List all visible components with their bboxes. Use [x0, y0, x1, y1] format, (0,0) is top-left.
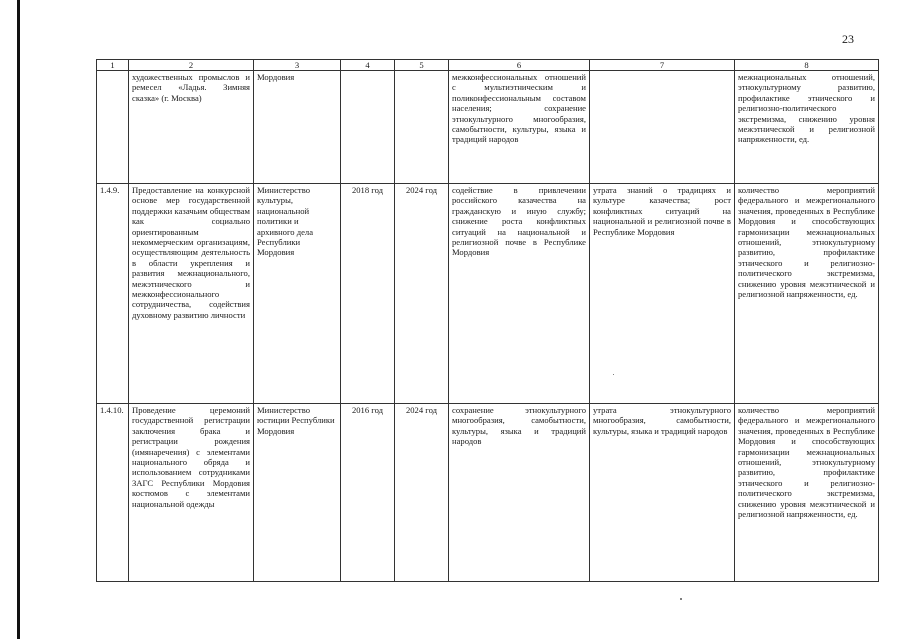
event-number-cell: [97, 71, 129, 184]
column-header: 3: [254, 60, 341, 71]
scan-speck: [613, 374, 614, 375]
non-implementation-consequences-cell: [590, 71, 735, 184]
executor-cell: Министерство культуры, национальной политики и архивного дела Республики Мордовия: [254, 184, 341, 404]
event-description-cell: художественных промыслов и ремесел «Ладья. Зимняя сказка» (г. Москва): [129, 71, 254, 184]
end-year-cell: [395, 71, 449, 184]
executor-cell: Мордовия: [254, 71, 341, 184]
event-number-cell: 1.4.10.: [97, 404, 129, 582]
expected-result-cell: межконфессиональных отношений с мультиэтническим и поликонфессиональным составом населения; сохранение этнокультурного многообразия, самобытности, культуры, языка и традиций народов: [449, 71, 590, 184]
start-year-cell: 2018 год: [341, 184, 395, 404]
non-implementation-consequences-cell: утрата знаний о традициях и культуре казачества; рост конфликтных ситуаций на национальной и религиозной почве в Республике Мордовия: [590, 184, 735, 404]
expected-result-cell: содействие в привлечении российского казачества на гражданскую и иную службу; снижение роста конфликтных ситуаций на национальной и религиозной почве в Республике Мордовия: [449, 184, 590, 404]
column-header: 1: [97, 60, 129, 71]
column-header: 7: [590, 60, 735, 71]
column-header: 2: [129, 60, 254, 71]
table-row: [97, 184, 879, 404]
start-year-cell: [341, 71, 395, 184]
column-header: 4: [341, 60, 395, 71]
column-number-header-row: [97, 60, 879, 71]
column-header: 6: [449, 60, 590, 71]
event-number-cell: 1.4.9.: [97, 184, 129, 404]
indicator-cell: количество мероприятий федерального и межрегионального значения, проведенных в Республике Мордовия и способствующих гармонизации межнациональных отношений, этнокультурному развитию, профилактике этнического и религиозно-политического экстремизма, снижению уровня межэтнической и религиозной напряженности, ед.: [735, 184, 879, 404]
table-row: [97, 404, 879, 582]
executor-cell: Министерство юстиции Республики Мордовия: [254, 404, 341, 582]
end-year-cell: 2024 год: [395, 184, 449, 404]
event-description-cell: Предоставление на конкурсной основе мер государственной поддержки казачьим обществам как социально ориентированным некоммерческим организациям, осуществляющим деятельность в области укрепления и развития межнационального, межэтнического и межконфессионального сотрудничества, содействия духовному развитию личности: [129, 184, 254, 404]
scan-binding-line: [17, 0, 20, 639]
start-year-cell: 2016 год: [341, 404, 395, 582]
indicator-cell: межнациональных отношений, этнокультурному развитию, профилактике этнического и религиозно-политического экстремизма, снижению уровня межэтнической и религиозной напряженности, ед.: [735, 71, 879, 184]
expected-result-cell: сохранение этнокультурного многообразия, самобытности, культуры, языка и традиций народов: [449, 404, 590, 582]
scan-speck: [680, 598, 682, 600]
column-header: 8: [735, 60, 879, 71]
end-year-cell: 2024 год: [395, 404, 449, 582]
page-number: 23: [842, 32, 854, 46]
program-events-table: [96, 59, 879, 582]
event-description-cell: Проведение церемоний государственной регистрации заключения брака и регистрации рождения (имянаречения) с элементами национального обряда и использованием сотрудниками ЗАГС Республики Мордовия костюмов с элементами национальной одежды: [129, 404, 254, 582]
column-header: 5: [395, 60, 449, 71]
table-row: [97, 71, 879, 184]
indicator-cell: количество мероприятий федерального и межрегионального значения, проведенных в Республике Мордовия и способствующих гармонизации межнациональных отношений, этнокультурному развитию, профилактике этнического и религиозно-политического экстремизма, снижению уровня межэтнической и религиозной напряженности, ед.: [735, 404, 879, 582]
non-implementation-consequences-cell: утрата этнокультурного многообразия, самобытности, культуры, языка и традиций народов: [590, 404, 735, 582]
